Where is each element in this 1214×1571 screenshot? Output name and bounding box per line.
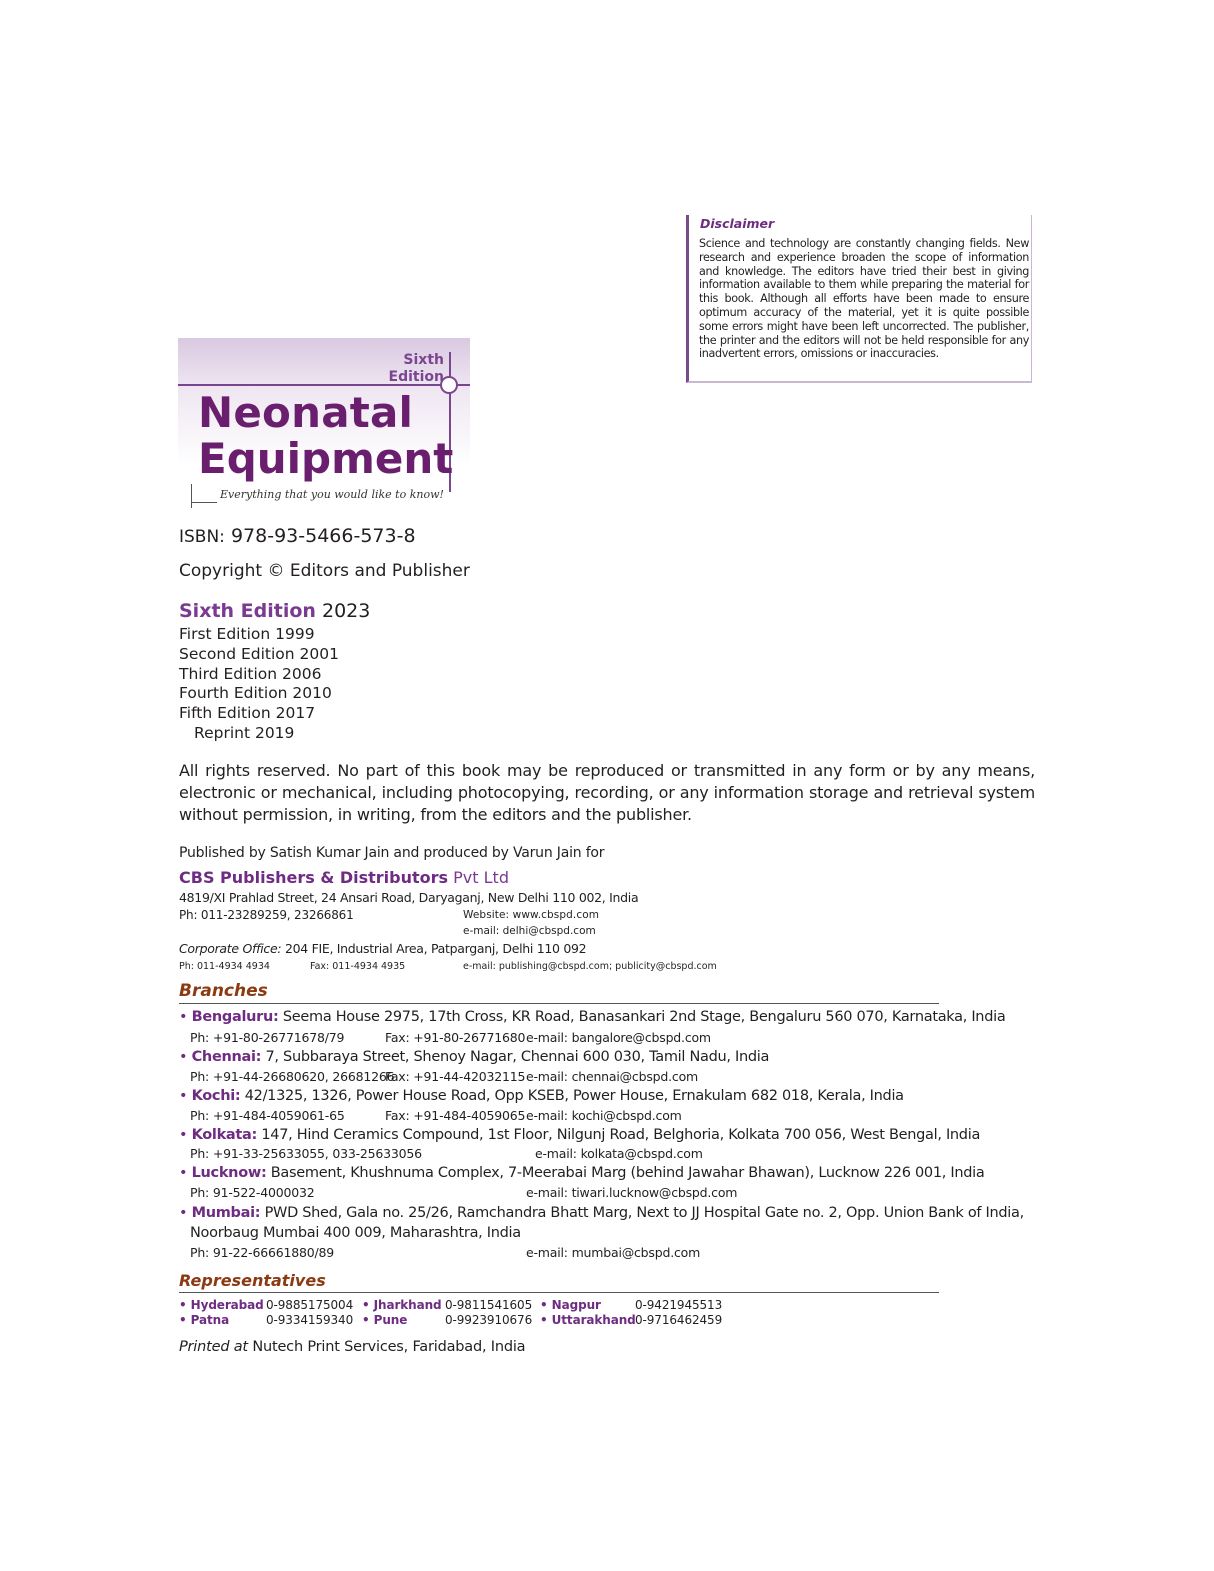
branch-email: e-mail: tiwari.lucknow@cbspd.com bbox=[526, 1185, 738, 1200]
rep-city: • Patna bbox=[179, 1313, 230, 1327]
branch-mumbai bbox=[179, 1205, 1024, 1221]
corporate-label: Corporate Office: bbox=[179, 941, 282, 956]
branch-address: 147, Hind Ceramics Compound, 1st Floor, Nilgunj Road, Belghoria, Kolkata 700 056, West Bengal, India bbox=[261, 1127, 981, 1143]
bullet-icon: • bbox=[179, 1009, 188, 1025]
rep-item bbox=[179, 1298, 264, 1312]
branch-phone: Ph: +91-33-25633055, 033-25633056 bbox=[190, 1146, 422, 1161]
bullet-icon: • bbox=[179, 1088, 188, 1104]
disclaimer-box bbox=[686, 215, 1032, 383]
branches-title: Branches bbox=[179, 981, 268, 1001]
branch-address: Seema House 2975, 17th Cross, KR Road, Banasankari 2nd Stage, Bengaluru 560 070, Karnataka, India bbox=[282, 1009, 1006, 1025]
reprint-item: Reprint 2019 bbox=[194, 723, 295, 742]
logo-tagline: Everything that you would like to know! bbox=[220, 488, 444, 501]
rep-item bbox=[179, 1313, 229, 1327]
bullet-icon: • bbox=[179, 1127, 188, 1143]
current-edition-name: Sixth Edition bbox=[179, 600, 316, 622]
branch-phone: Ph: +91-44-26680620, 26681266 bbox=[190, 1069, 395, 1084]
rep-city: • Hyderabad bbox=[179, 1298, 264, 1312]
rep-phone: 0-9716462459 bbox=[635, 1313, 723, 1327]
current-edition-year: 2023 bbox=[322, 600, 371, 622]
corporate-email: e-mail: publishing@cbspd.com; publicity@cbspd.com bbox=[463, 961, 717, 972]
rep-city: • Uttarakhand bbox=[540, 1313, 636, 1327]
rep-city: • Pune bbox=[362, 1313, 408, 1327]
branch-bengaluru bbox=[179, 1009, 1005, 1025]
rep-phone: 0-9421945513 bbox=[635, 1298, 723, 1312]
edition-item: First Edition 1999 bbox=[179, 625, 315, 643]
branch-kolkata bbox=[179, 1127, 980, 1143]
disclaimer-text: Science and technology are constantly changing fields. New research and experience broaden the scope of information and knowledge. The editors have tried their best in giving information available to them while preparing the material for this book. Although all efforts have been made to ensure optimum accuracy of the material, yet it is quite possible some errors might have been left uncorrected. The publisher, the printer and the editors will not be held responsible for any inadvertent errors, omissions or inaccuracies. bbox=[699, 237, 1029, 361]
rep-city: • Nagpur bbox=[540, 1298, 601, 1312]
publisher-website: Website: www.cbspd.com bbox=[463, 909, 600, 921]
publisher-address: 4819/XI Prahlad Street, 24 Ansari Road, Daryaganj, New Delhi 110 002, India bbox=[179, 890, 639, 905]
copyright: Copyright © Editors and Publisher bbox=[179, 561, 470, 581]
branch-address: 7, Subbaraya Street, Shenoy Nagar, Chennai 600 030, Tamil Nadu, India bbox=[265, 1049, 770, 1065]
logo-edition bbox=[378, 352, 444, 386]
publisher-phone: Ph: 011-23289259, 23266861 bbox=[179, 908, 354, 922]
branch-email: e-mail: chennai@cbspd.com bbox=[526, 1069, 698, 1084]
edition-history bbox=[179, 625, 339, 744]
bullet-icon: • bbox=[179, 1049, 188, 1065]
rep-item bbox=[362, 1313, 407, 1327]
branch-address: Basement, Khushnuma Complex, 7-Meerabai Marg (behind Jawahar Bhawan), Lucknow 226 001, India bbox=[270, 1165, 985, 1181]
branch-email: e-mail: mumbai@cbspd.com bbox=[526, 1245, 701, 1260]
branch-email: e-mail: kolkata@cbspd.com bbox=[535, 1146, 703, 1161]
edition-item: Fourth Edition 2010 bbox=[179, 684, 332, 703]
branch-city: Lucknow: bbox=[191, 1165, 267, 1181]
branches-rule bbox=[179, 1003, 939, 1004]
rep-phone: 0-9923910676 bbox=[445, 1313, 533, 1327]
isbn-label: ISBN: bbox=[179, 527, 225, 547]
branch-city: Chennai: bbox=[191, 1049, 262, 1065]
isbn-value: 978-93-5466-573-8 bbox=[230, 525, 416, 547]
branch-city: Bengaluru: bbox=[191, 1009, 279, 1025]
branch-fax: Fax: +91-484-4059065 bbox=[385, 1108, 526, 1123]
printed-label: Printed at bbox=[179, 1339, 248, 1355]
branch-phone: Ph: 91-522-4000032 bbox=[190, 1185, 315, 1200]
publisher-email: e-mail: delhi@cbspd.com bbox=[463, 925, 596, 937]
logo-tick-vertical bbox=[191, 484, 192, 508]
rep-phone: 0-9334159340 bbox=[266, 1313, 354, 1327]
branch-fax: Fax: +91-80-26771680 bbox=[385, 1030, 526, 1045]
rep-phone: 0-9811541605 bbox=[445, 1298, 533, 1312]
branch-phone: Ph: +91-80-26771678/79 bbox=[190, 1030, 345, 1045]
branch-email: e-mail: kochi@cbspd.com bbox=[526, 1108, 682, 1123]
branch-address-line2: Noorbaug Mumbai 400 009, Maharashtra, India bbox=[190, 1225, 521, 1241]
publisher-name-bold: CBS Publishers & Distributors bbox=[179, 868, 449, 887]
rights-statement: All rights reserved. No part of this book may be reproduced or transmitted in any form or by any means, electronic or mechanical, including photocopying, recording, or any information storage and retrieval system without permission, in writing, from the editors and the publisher. bbox=[179, 761, 1035, 824]
published-by: Published by Satish Kumar Jain and produced by Varun Jain for bbox=[179, 845, 605, 861]
branch-chennai bbox=[179, 1049, 769, 1065]
publisher-name bbox=[179, 868, 509, 887]
rep-item bbox=[362, 1298, 442, 1312]
rep-phone: 0-9885175004 bbox=[266, 1298, 354, 1312]
book-logo bbox=[178, 338, 470, 510]
rep-item bbox=[540, 1298, 601, 1312]
isbn bbox=[179, 525, 416, 547]
branch-phone: Ph: +91-484-4059061-65 bbox=[190, 1108, 345, 1123]
printed-at bbox=[179, 1339, 525, 1355]
disclaimer-title: Disclaimer bbox=[700, 216, 775, 231]
corporate-phone: Ph: 011-4934 4934 bbox=[179, 961, 270, 972]
bullet-icon: • bbox=[179, 1165, 188, 1181]
representatives-title: Representatives bbox=[179, 1271, 326, 1290]
branch-kochi bbox=[179, 1088, 904, 1104]
edition-item: Third Edition 2006 bbox=[179, 664, 322, 683]
rep-city: • Jharkhand bbox=[362, 1298, 442, 1312]
printed-value: Nutech Print Services, Faridabad, India bbox=[252, 1339, 526, 1355]
current-edition bbox=[179, 600, 370, 622]
publisher-name-suffix: Pvt Ltd bbox=[453, 868, 509, 887]
corporate-address: 204 FIE, Industrial Area, Patparganj, Delhi 110 092 bbox=[284, 941, 587, 956]
logo-edition-line2: Edition bbox=[388, 369, 444, 385]
bullet-icon: • bbox=[179, 1205, 188, 1221]
corporate-office bbox=[179, 941, 586, 956]
branch-city: Kolkata: bbox=[191, 1127, 258, 1143]
branch-city: Kochi: bbox=[191, 1088, 241, 1104]
corporate-fax: Fax: 011-4934 4935 bbox=[310, 961, 406, 972]
edition-item: Fifth Edition 2017 bbox=[179, 704, 316, 723]
branch-fax: Fax: +91-44-42032115 bbox=[385, 1069, 526, 1084]
branch-lucknow bbox=[179, 1165, 984, 1181]
branch-city: Mumbai: bbox=[191, 1205, 261, 1221]
representatives-rule bbox=[179, 1292, 939, 1293]
logo-title-line2: Equipment bbox=[198, 434, 454, 483]
logo-title-line1: Neonatal bbox=[198, 388, 414, 437]
branch-email: e-mail: bangalore@cbspd.com bbox=[526, 1030, 711, 1045]
logo-tick-horizontal bbox=[191, 502, 217, 503]
edition-item: Second Edition 2001 bbox=[179, 644, 339, 663]
branch-phone: Ph: 91-22-66661880/89 bbox=[190, 1245, 335, 1260]
branch-address: PWD Shed, Gala no. 25/26, Ramchandra Bhatt Marg, Next to JJ Hospital Gate no. 2, Opp. Union Bank of India, bbox=[264, 1205, 1024, 1221]
rep-item bbox=[540, 1313, 636, 1327]
branch-address: 42/1325, 1326, Power House Road, Opp KSEB, Power House, Ernakulam 682 018, Kerala, India bbox=[244, 1088, 904, 1104]
logo-edition-line1: Sixth bbox=[403, 352, 444, 368]
